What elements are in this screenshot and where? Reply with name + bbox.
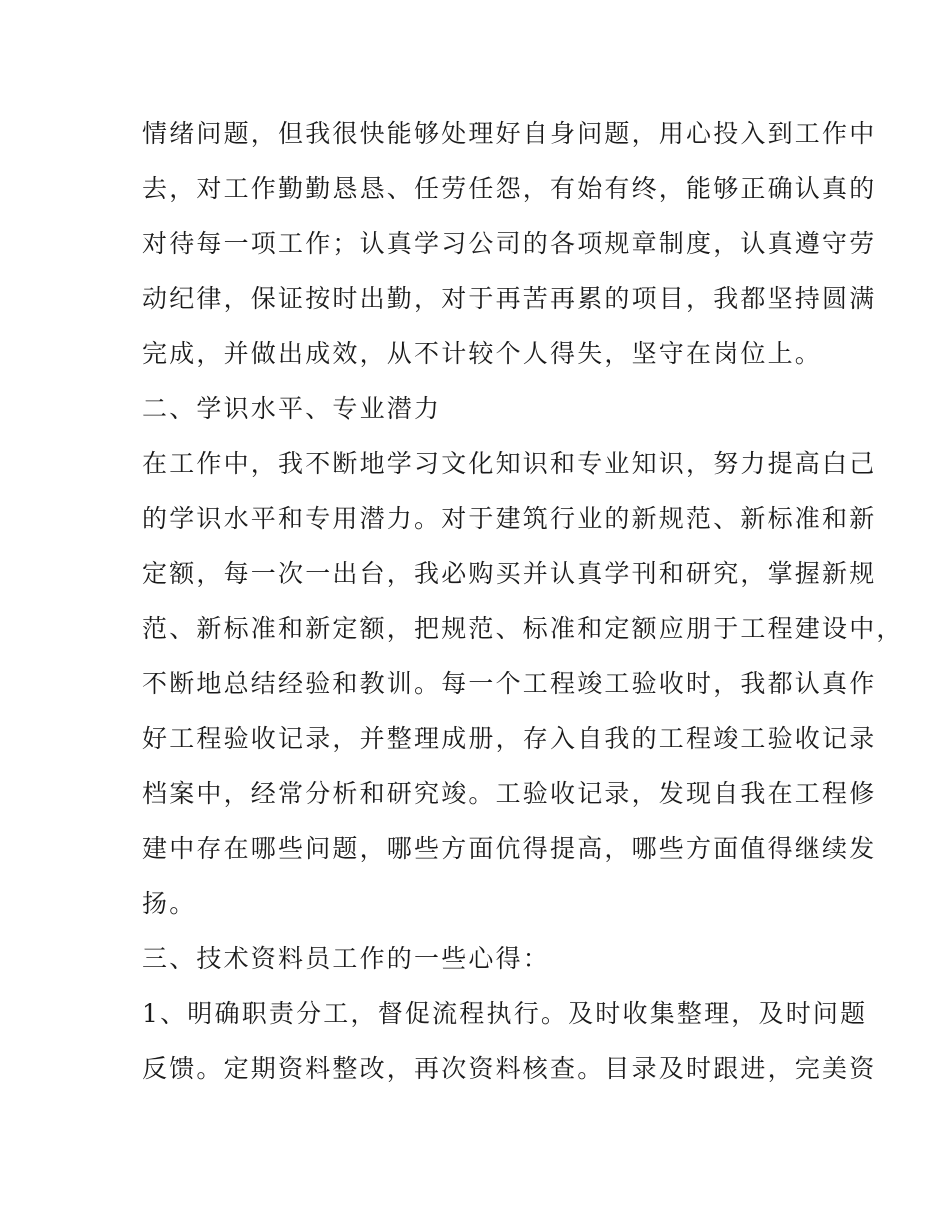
section-heading: 三、技术资料员工作的一些心得： bbox=[142, 944, 551, 973]
body-line: 反馈。定期资料整改，再次资料核查。目录及时跟进，完美资 bbox=[142, 1054, 877, 1083]
body-line: 对待每一项工作；认真学习公司的各项规章制度，认真遵守劳 bbox=[142, 229, 877, 258]
body-line: 档案中，经常分析和研究竣。工验收记录，发现自我在工程修 bbox=[142, 779, 877, 808]
body-line: 建中存在哪些问题，哪些方面伉得提高，哪些方面值得继续发 bbox=[142, 834, 877, 863]
body-line: 去，对工作勤勤恳恳、任劳任怨，有始有终，能够正确认真的 bbox=[142, 174, 877, 203]
document-body bbox=[142, 106, 904, 1096]
body-line: 在工作中，我不断地学习文化知识和专业知识，努力提高白己 bbox=[142, 449, 877, 478]
body-line: 不断地总结经验和教训。每一个工程竣工验收时，我都认真作 bbox=[142, 669, 877, 698]
body-line: 动纪律，保证按时出勤，对于再苦再累的项目，我都坚持圆满 bbox=[142, 284, 877, 313]
body-line: 的学识水平和专用潜力。对于建筑行业的新规范、新标准和新 bbox=[142, 504, 877, 533]
numbered-item: 1、明确职责分工，督促流程执行。及时收集整理，及时问题 bbox=[142, 999, 868, 1028]
body-line: 好工程验收记录，并整理成册，存入自我的工程竣工验收记录 bbox=[142, 724, 877, 753]
body-line: 情绪问题，但我很快能够处理好自身问题，用心投入到工作中 bbox=[142, 119, 877, 148]
section-heading: 二、学识水平、专业潜力 bbox=[142, 394, 442, 423]
body-line: 完成，并做出成效，从不计较个人得失，坚守在岗位上。 bbox=[142, 339, 823, 368]
body-line: 扬。 bbox=[142, 889, 197, 918]
body-line: 定额，每一次一出台，我必购买并认真学刊和研究，掌握新规 bbox=[142, 559, 877, 588]
body-line: 范、新标准和新定额，把规范、标准和定额应朋于工程建设中， bbox=[142, 614, 904, 643]
